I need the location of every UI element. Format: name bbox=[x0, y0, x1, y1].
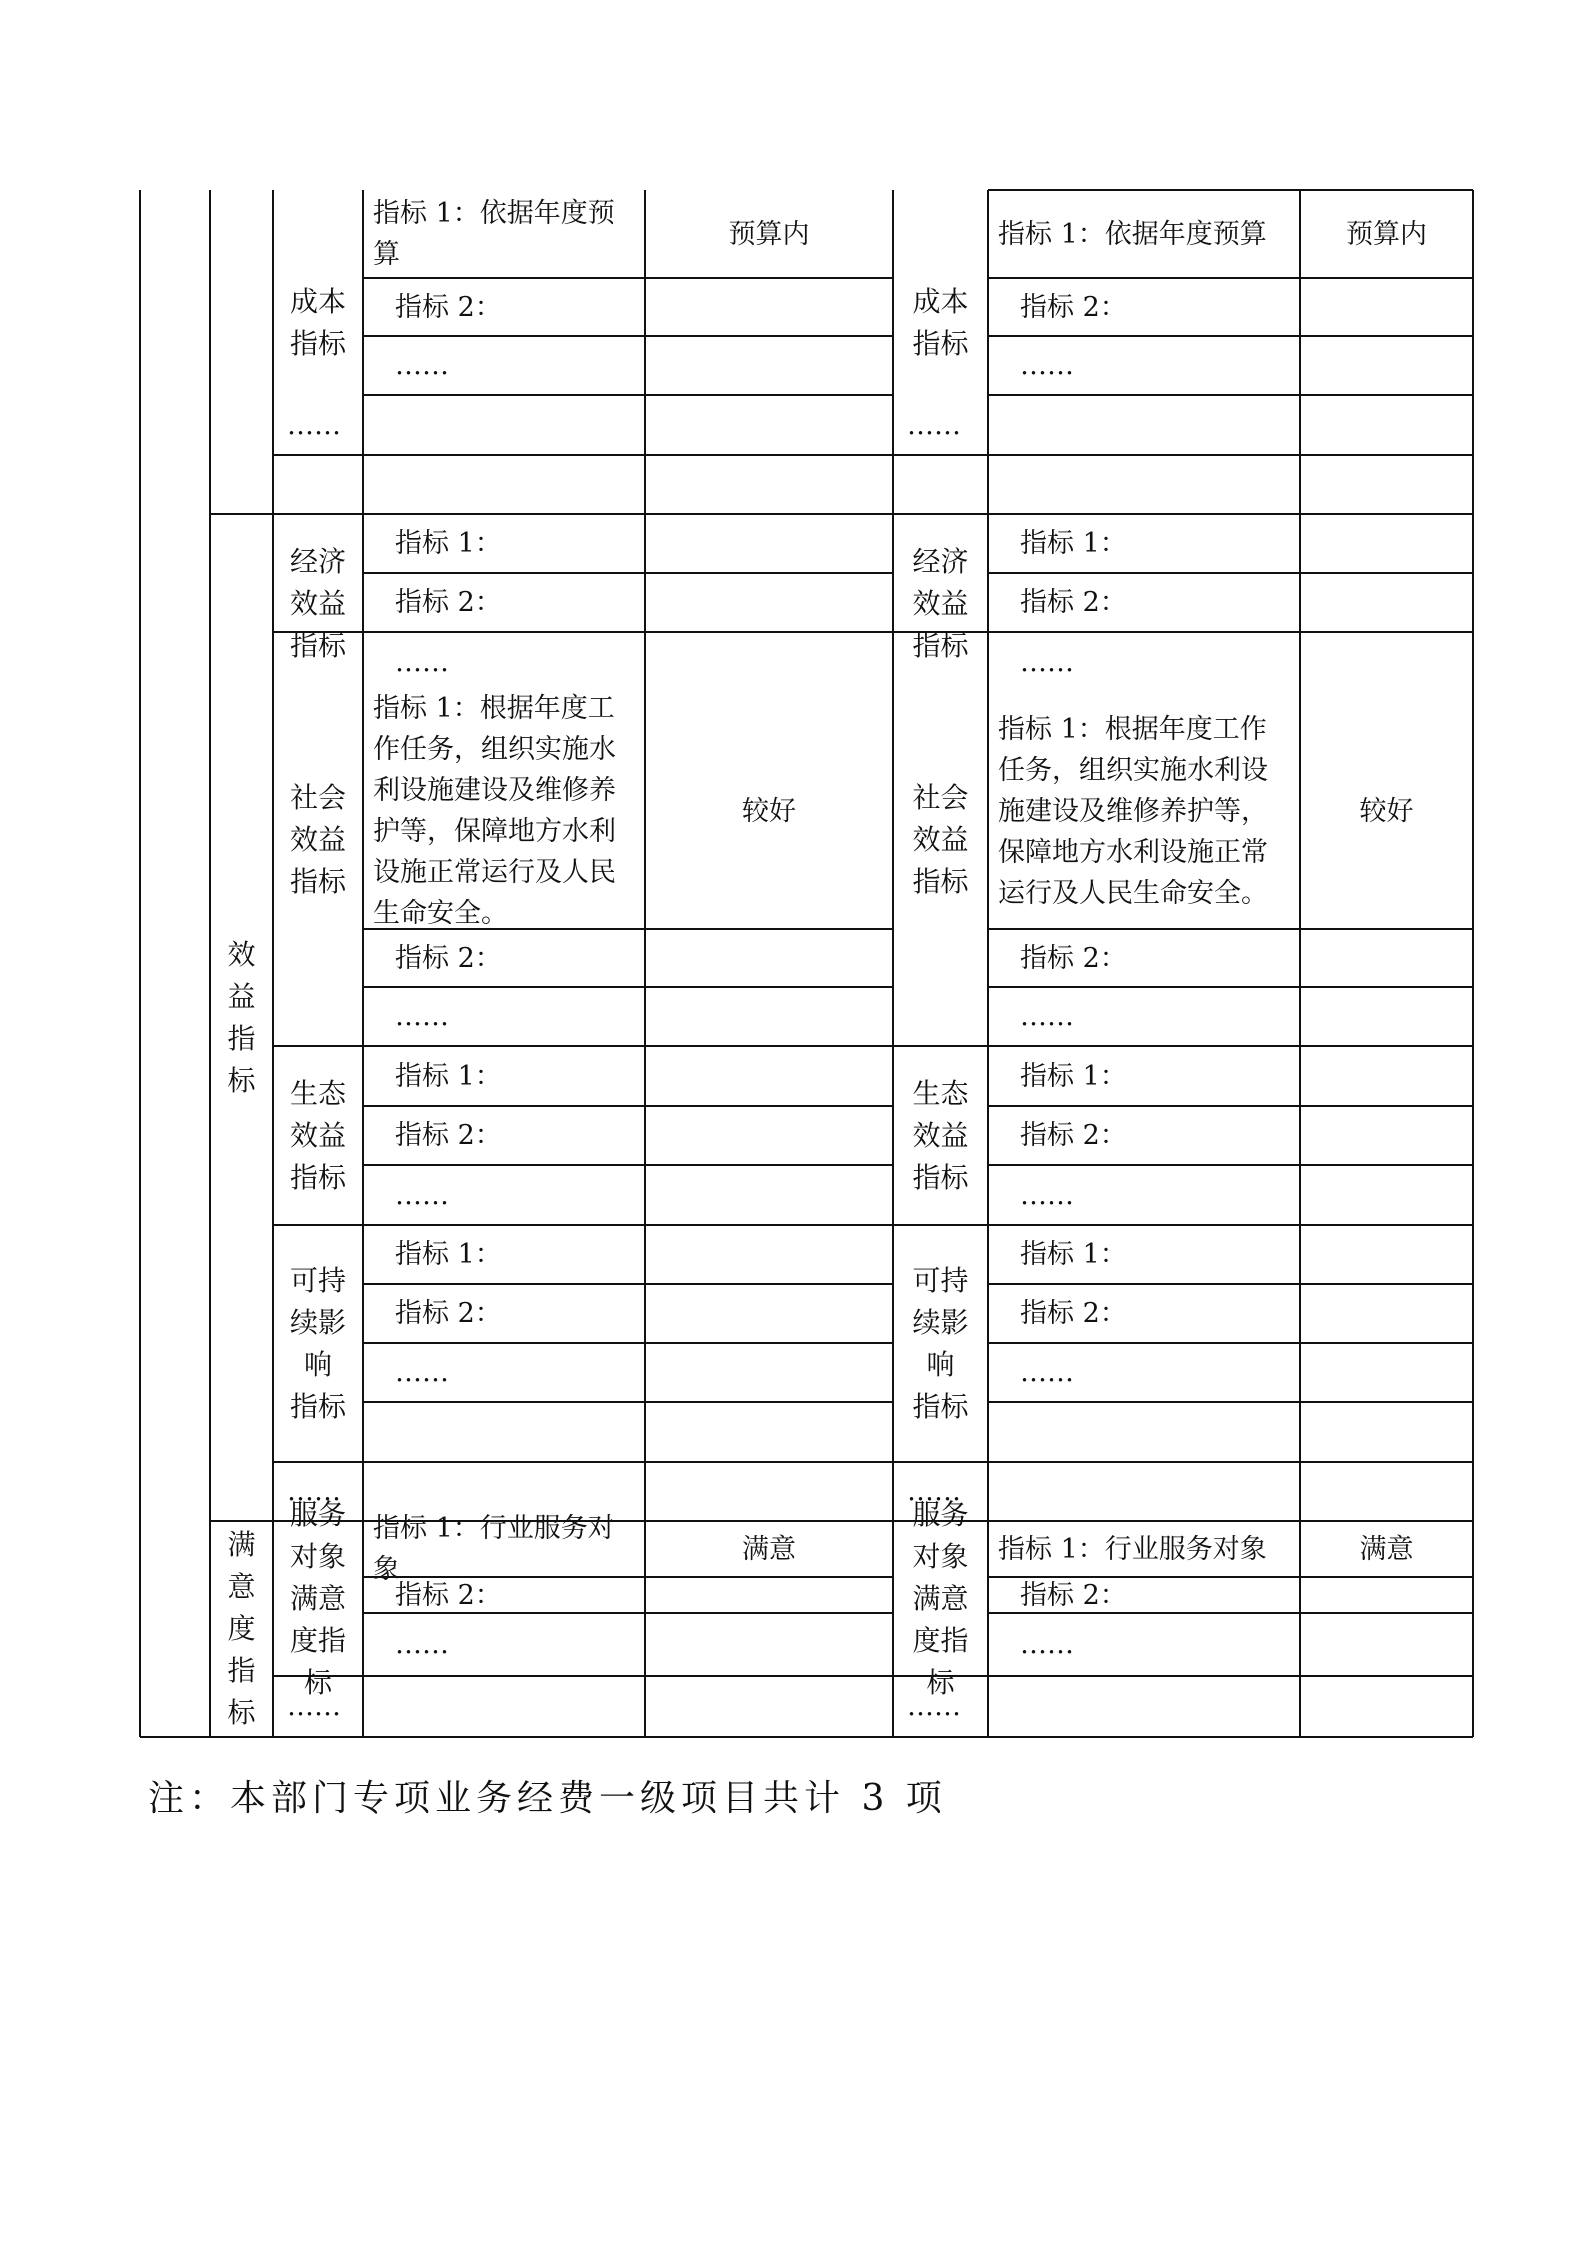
left-econ-label: 经济 效益 指标 bbox=[289, 544, 346, 662]
left-sus-more: …… bbox=[395, 1357, 449, 1388]
left-cost-label: 成本 指标 bbox=[289, 284, 346, 360]
left-social-indicator-2: 指标 2： bbox=[395, 942, 502, 974]
right-eco-indicator-1: 指标 1： bbox=[1020, 1060, 1127, 1092]
right-cost-more: …… bbox=[1020, 350, 1074, 381]
right-social-more: …… bbox=[1020, 1001, 1074, 1032]
left-sus-label: 可持 续影 响 指标 bbox=[289, 1263, 346, 1423]
right-econ-label: 经济 效益 指标 bbox=[912, 544, 969, 662]
group-label-benefit: 效 益 指 标 bbox=[227, 937, 256, 1097]
right-sat-more: …… bbox=[1020, 1629, 1074, 1660]
left-econ-indicator-1: 指标 1： bbox=[395, 528, 502, 559]
left-cat-more-1: …… bbox=[287, 409, 341, 441]
right-sus-label: 可持 续影 响 指标 bbox=[912, 1263, 969, 1423]
left-cat-more-2: …… bbox=[287, 1476, 341, 1507]
right-eco-indicator-2: 指标 2： bbox=[1020, 1120, 1127, 1151]
right-sus-indicator-2: 指标 2： bbox=[1020, 1298, 1127, 1329]
left-social-indicator-1-value: 较好 bbox=[742, 795, 796, 827]
right-sat-indicator-1: 指标 1：行业服务对象 bbox=[998, 1533, 1267, 1565]
left-sat-more: …… bbox=[395, 1629, 449, 1660]
left-sus-indicator-2: 指标 2： bbox=[395, 1298, 502, 1329]
right-sat-indicator-1-value: 满意 bbox=[1359, 1533, 1414, 1565]
right-sat-label: 服务 对象 满意 度指 标 bbox=[912, 1497, 969, 1699]
left-sus-indicator-1: 指标 1： bbox=[395, 1239, 502, 1270]
left-sat-indicator-1-value: 满意 bbox=[742, 1533, 796, 1565]
right-cat-more-2: …… bbox=[907, 1476, 961, 1507]
right-sat-indicator-2: 指标 2： bbox=[1020, 1579, 1127, 1611]
left-eco-indicator-2: 指标 2： bbox=[395, 1120, 502, 1151]
right-econ-more: …… bbox=[1020, 647, 1074, 678]
left-cost-indicator-1: 指标 1：依据年度预算 bbox=[373, 198, 615, 270]
right-cat-more-3: …… bbox=[907, 1691, 961, 1722]
left-cat-more-3: …… bbox=[287, 1691, 341, 1722]
left-eco-more: …… bbox=[395, 1179, 449, 1211]
right-sus-more: …… bbox=[1020, 1357, 1074, 1388]
left-social-label: 社会 效益 指标 bbox=[289, 781, 346, 898]
right-eco-more: …… bbox=[1020, 1179, 1074, 1211]
left-cost-more: …… bbox=[395, 350, 449, 381]
left-social-indicator-1: 指标 1：根据年度工作任务，组织实施水利设施建设及维修养护等，保障地方水利设施正常运行及人民生命安全。 bbox=[373, 693, 616, 929]
left-sat-indicator-2: 指标 2： bbox=[395, 1579, 502, 1611]
right-social-indicator-2: 指标 2： bbox=[1020, 942, 1127, 974]
left-econ-more: …… bbox=[395, 647, 449, 678]
left-eco-indicator-1: 指标 1： bbox=[395, 1060, 502, 1092]
right-social-label: 社会 效益 指标 bbox=[912, 781, 969, 898]
left-eco-label: 生态 效益 指标 bbox=[289, 1076, 346, 1194]
right-eco-label: 生态 效益 指标 bbox=[912, 1076, 969, 1194]
left-sat-indicator-1: 指标 1：行业服务对象 bbox=[373, 1513, 615, 1585]
right-social-indicator-1: 指标 1：根据年度工作任务，组织实施水利设施建设及维修养护等，保障地方水利设施正常运行及人民生命安全。 bbox=[998, 713, 1268, 909]
left-cost-indicator-1-value: 预算内 bbox=[728, 218, 810, 250]
right-cost-label: 成本 指标 bbox=[912, 284, 969, 360]
footnote: 注：本部门专项业务经费一级项目共计 3 项 bbox=[148, 1778, 947, 1819]
left-econ-indicator-2: 指标 2： bbox=[395, 587, 502, 618]
right-cat-more-1: …… bbox=[907, 409, 961, 441]
right-cost-indicator-1: 指标 1：依据年度预算 bbox=[998, 218, 1267, 250]
left-sat-label: 服务 对象 满意 度指 标 bbox=[289, 1497, 346, 1699]
right-cost-indicator-1-value: 预算内 bbox=[1346, 218, 1427, 250]
right-cost-indicator-2: 指标 2： bbox=[1020, 291, 1127, 323]
right-sus-indicator-1: 指标 1： bbox=[1020, 1239, 1127, 1270]
left-social-more: …… bbox=[395, 1001, 449, 1032]
group-label-satisfaction: 满 意 度 指 标 bbox=[227, 1528, 256, 1729]
right-econ-indicator-1: 指标 1： bbox=[1020, 528, 1127, 559]
left-cost-indicator-2: 指标 2： bbox=[395, 291, 502, 323]
right-social-indicator-1-value: 较好 bbox=[1359, 795, 1414, 827]
right-econ-indicator-2: 指标 2： bbox=[1020, 587, 1127, 618]
